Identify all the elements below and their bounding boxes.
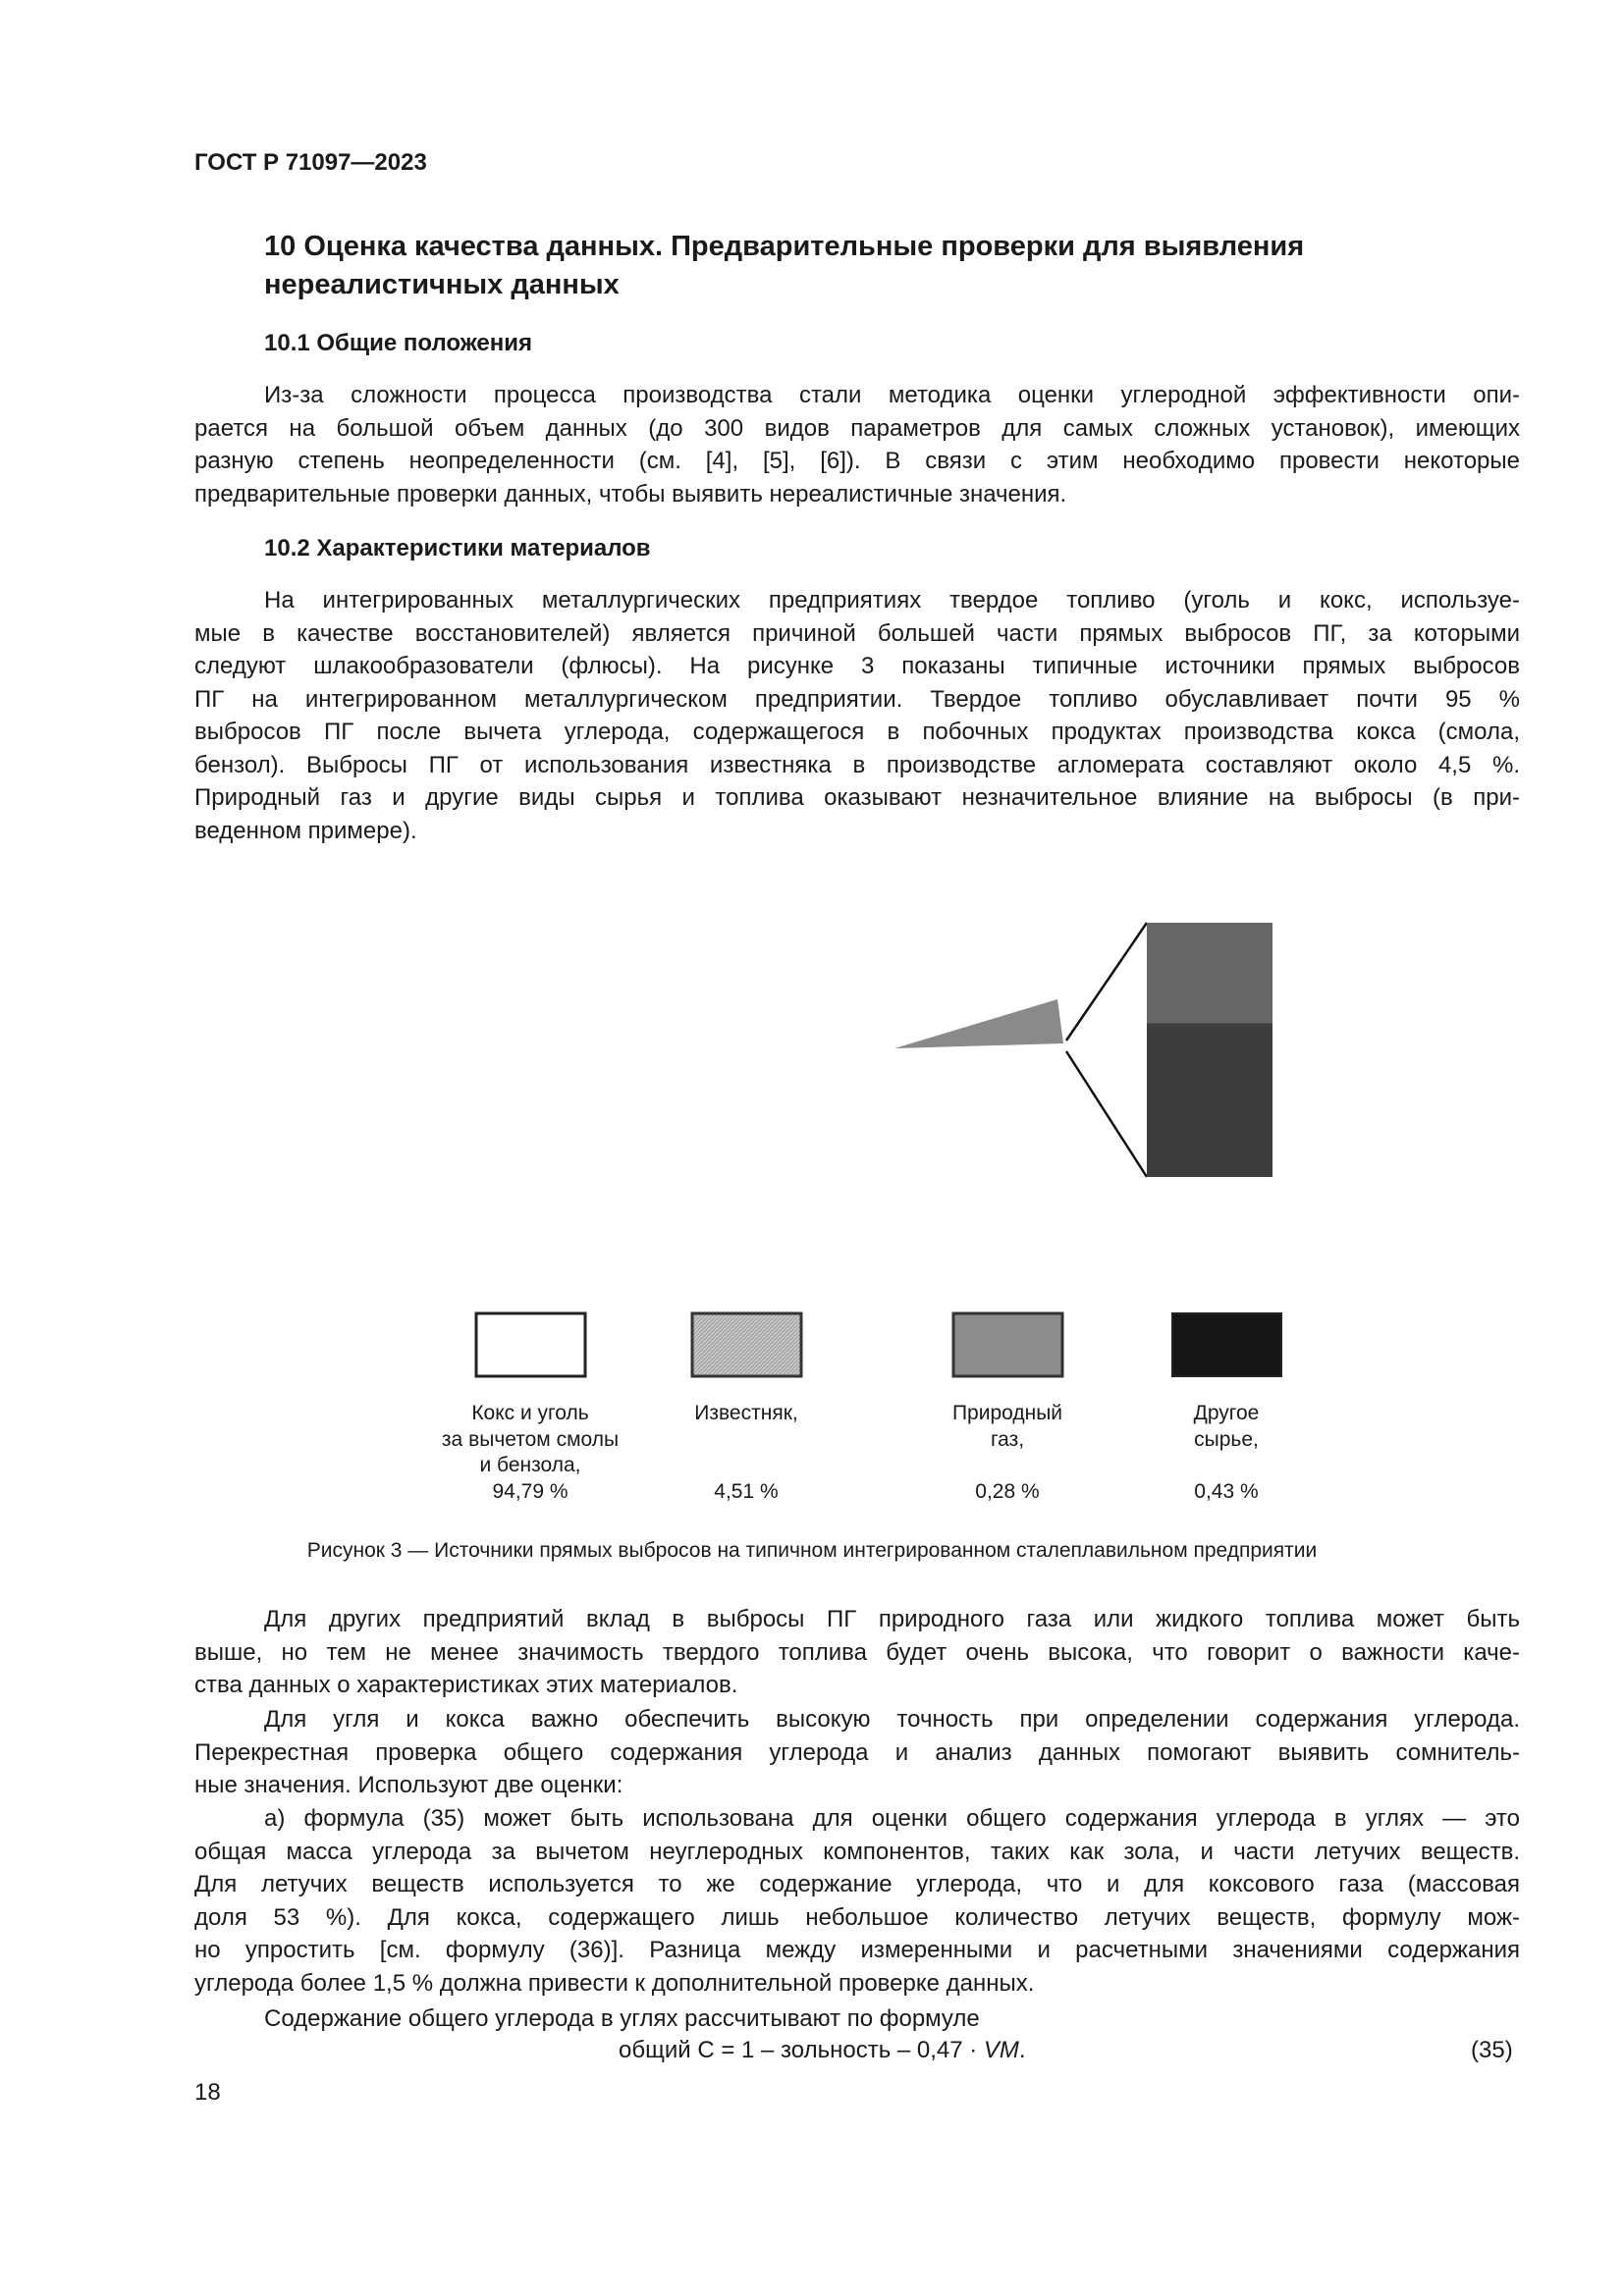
paragraph-line: предварительные проверки данных, чтобы выявить нереалистичные значения. xyxy=(194,480,1067,507)
legend-label-limestone xyxy=(638,1401,854,1505)
paragraph-line: выбросов ПГ после вычета углерода, содержащегося в побочных продуктах производства кокса (смола, xyxy=(194,719,1520,745)
paragraph-line: мые в качестве восстановителей) является причиной большей части прямых выбросов ПГ, за которыми xyxy=(194,619,1520,647)
legend-swatch-natural-gas xyxy=(953,1313,1062,1376)
formula-variable: VM xyxy=(983,2037,1019,2063)
bar-segment-other-raw xyxy=(1147,1023,1272,1177)
paragraph-line: доля 53 %). Для кокса, содержащего лишь небольшое количество летучих веществ, формулу мож- xyxy=(194,1903,1520,1931)
paragraph-line: бензол). Выбросы ПГ от использования известняка в производстве агломерата составляют около 4,5 %. xyxy=(194,751,1520,778)
legend-text: Известняк, xyxy=(694,1402,798,1424)
paragraph-line: следуют шлакообразователи (флюсы). На рисунке 3 показаны типичные источники прямых выбросов xyxy=(194,653,1520,679)
paragraph-line: а) формула (35) может быть использована для оценки общего содержания углерода в углях — это xyxy=(264,1805,1520,1832)
legend-text: Кокс и уголь xyxy=(471,1402,589,1424)
formula xyxy=(619,2037,1026,2064)
connector-line xyxy=(1066,1051,1147,1177)
legend-label-coke-coal xyxy=(422,1401,638,1505)
subsection-title: 10.1 Общие положения xyxy=(264,330,533,356)
paragraph-line: На интегрированных металлургических предприятиях твердое топливо (уголь и кокс, используе- xyxy=(264,587,1520,614)
paragraph xyxy=(194,1703,1520,1802)
paragraph-line: Для других предприятий вклад в выбросы ПГ природного газа или жидкого топлива может быть xyxy=(264,1606,1520,1632)
section-title xyxy=(264,228,1531,304)
legend-text: газ, xyxy=(990,1427,1025,1451)
legend-label-natural-gas xyxy=(899,1401,1115,1505)
section-title-line: 10 Оценка качества данных. Предварительные проверки для выявления xyxy=(264,231,1305,262)
paragraph-line: но упростить [см. формулу (36)]. Разница между измеренными и расчетными значениями содержания xyxy=(194,1937,1520,1963)
paragraph-line: рается на большой объем данных (до 300 видов параметров для самых сложных установок), имеющих xyxy=(194,414,1520,442)
equation-number: (35) xyxy=(1471,2037,1513,2063)
connector-line xyxy=(1066,923,1147,1041)
bar-segment-natural-gas xyxy=(1147,923,1272,1023)
legend-swatch-limestone xyxy=(692,1313,801,1376)
legend-value: 0,28 % xyxy=(975,1479,1040,1503)
paragraph-line: Содержание общего углерода в углях рассчитывают по формуле xyxy=(264,2005,980,2032)
formula-end: . xyxy=(1018,2037,1026,2063)
paragraph xyxy=(194,1603,1520,1702)
legend-text: Природный xyxy=(951,1402,1063,1424)
legend-value: 4,51 % xyxy=(714,1479,779,1503)
paragraph-line: Для летучих веществ используется то же содержание углерода, что и для коксового газа (массовая xyxy=(194,1871,1520,1897)
paragraph xyxy=(194,2002,1520,2036)
paragraph-line: ПГ на интегрированном металлургическом предприятии. Твердое топливо обуславливает почти 95 % xyxy=(194,685,1520,713)
document-header: ГОСТ Р 71097—2023 xyxy=(194,149,427,176)
formula-text: общий С = 1 – зольность – 0,47 · xyxy=(619,2037,984,2063)
paragraph-line: Для угля и кокса важно обеспечить высокую точность при определении содержания углерода. xyxy=(264,1706,1520,1733)
section-title-line: нереалистичных данных xyxy=(264,269,620,300)
figure-chart xyxy=(0,883,1624,1414)
legend-text: за вычетом смолы xyxy=(441,1427,620,1451)
legend-text: Другое xyxy=(1193,1402,1260,1424)
figure-caption: Рисунок 3 — Источники прямых выбросов на типичном интегрированном сталеплавильном предприятии xyxy=(306,1539,1318,1562)
legend-value: 94,79 % xyxy=(492,1479,568,1503)
page-number: 18 xyxy=(194,2079,221,2106)
paragraph-line: Природный газ и другие виды сырья и топлива оказывают незначительное влияние на выбросы (в при- xyxy=(194,784,1520,811)
paragraph-line: ные значения. Используют две оценки: xyxy=(194,1772,623,1798)
paragraph-line: Из-за сложности процесса производства стали методика оценки углеродной эффективности опи- xyxy=(264,382,1520,408)
legend-value: 0,43 % xyxy=(1194,1479,1259,1503)
legend-text: сырье, xyxy=(1194,1427,1259,1451)
legend-text: и бензола, xyxy=(479,1454,581,1476)
paragraph-line: выше, но тем не менее значимость твердого топлива будет очень высока, что говорит о важности каче- xyxy=(194,1638,1520,1666)
legend-swatch-other-raw xyxy=(1172,1313,1281,1376)
paragraph-line: Перекрестная проверка общего содержания углерода и анализ данных помогают выявить сомнитель- xyxy=(194,1738,1520,1766)
paragraph-line: ства данных о характеристиках этих материалов. xyxy=(194,1672,738,1698)
paragraph-line: веденном примере). xyxy=(194,817,417,844)
subsection-title: 10.2 Характеристики материалов xyxy=(264,535,651,561)
pie-slice-limestone xyxy=(894,999,1063,1048)
paragraph-line: углерода более 1,5 % должна привести к дополнительной проверке данных. xyxy=(194,1969,1035,1997)
paragraph xyxy=(194,584,1520,847)
legend-swatch-coke-coal xyxy=(476,1313,585,1376)
paragraph-line: разную степень неопределенности (см. [4], [5], [6]). В связи с этим необходимо провести некоторые xyxy=(194,448,1520,474)
paragraph-line: общая масса углерода за вычетом неуглеродных компонентов, таких как зола, и части летучих веществ. xyxy=(194,1838,1520,1865)
paragraph xyxy=(194,379,1520,510)
legend-label-other-raw xyxy=(1118,1401,1334,1505)
paragraph xyxy=(194,1802,1520,2000)
